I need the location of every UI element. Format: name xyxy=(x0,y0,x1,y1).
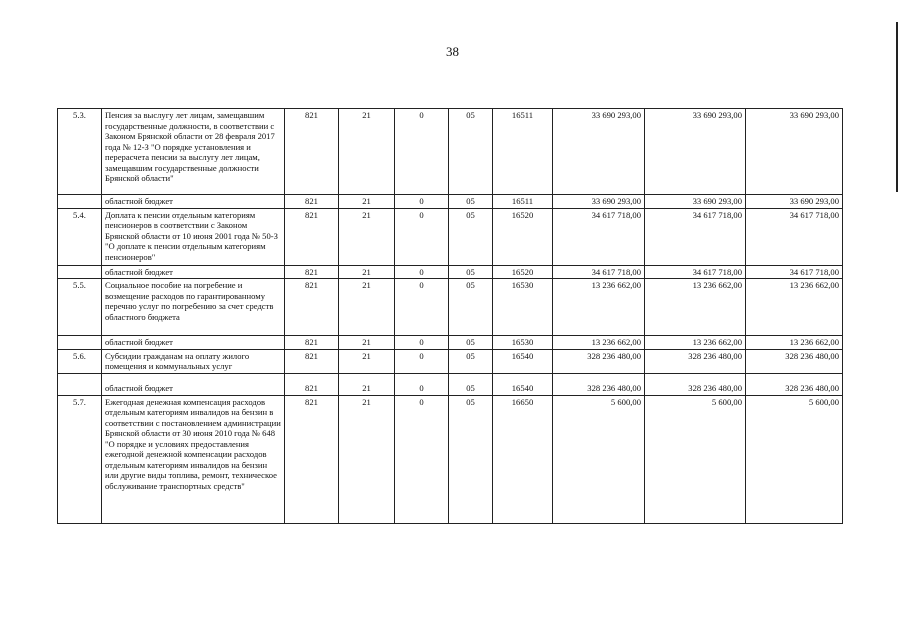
page-number: 38 xyxy=(446,44,459,59)
amount-cell: 33 690 293,00 xyxy=(553,195,645,209)
code-cell: 16511 xyxy=(493,195,553,209)
amount-cell: 33 690 293,00 xyxy=(746,195,843,209)
amount-cell: 33 690 293,00 xyxy=(553,109,645,195)
code-cell: 16530 xyxy=(493,336,553,350)
row-number xyxy=(58,336,102,350)
code-cell: 821 xyxy=(285,195,339,209)
amount-cell: 34 617 718,00 xyxy=(746,265,843,279)
code-cell: 821 xyxy=(285,208,339,265)
row-description: областной бюджет xyxy=(102,265,285,279)
amount-cell: 328 236 480,00 xyxy=(746,373,843,395)
table-row xyxy=(58,279,843,336)
code-cell: 21 xyxy=(339,208,395,265)
row-number xyxy=(58,195,102,209)
amount-cell: 33 690 293,00 xyxy=(746,109,843,195)
code-cell: 821 xyxy=(285,279,339,336)
code-cell: 16540 xyxy=(493,373,553,395)
table-subrow xyxy=(58,336,843,350)
code-cell: 16650 xyxy=(493,395,553,523)
code-cell: 21 xyxy=(339,279,395,336)
table-row xyxy=(58,208,843,265)
code-cell: 821 xyxy=(285,373,339,395)
code-cell: 05 xyxy=(449,279,493,336)
code-cell: 21 xyxy=(339,349,395,373)
amount-cell: 13 236 662,00 xyxy=(553,336,645,350)
amount-cell: 13 236 662,00 xyxy=(645,279,746,336)
page-edge-mark xyxy=(896,22,898,192)
code-cell: 21 xyxy=(339,336,395,350)
row-description: областной бюджет xyxy=(102,336,285,350)
table-subrow xyxy=(58,373,843,395)
row-description: Ежегодная денежная компенсация расходов отдельным категориям инвалидов на бензин в соответствии с постановлением администрации Брянской области от 30 июня 2010 года № 648 "О порядке и условиях предоставления ежегодной денежной компенсации расходов отдельным категориям инвалидов на бензин или другие виды топлива, ремонт, техническое обслуживание транспортных средств" xyxy=(102,395,285,523)
table-row xyxy=(58,349,843,373)
amount-cell: 34 617 718,00 xyxy=(746,208,843,265)
code-cell: 0 xyxy=(395,208,449,265)
amount-cell: 328 236 480,00 xyxy=(746,349,843,373)
code-cell: 821 xyxy=(285,265,339,279)
code-cell: 16530 xyxy=(493,279,553,336)
row-number xyxy=(58,265,102,279)
row-description: Субсидии гражданам на оплату жилого помещения и коммунальных услуг xyxy=(102,349,285,373)
code-cell: 21 xyxy=(339,373,395,395)
amount-cell: 34 617 718,00 xyxy=(645,265,746,279)
code-cell: 05 xyxy=(449,109,493,195)
code-cell: 16520 xyxy=(493,208,553,265)
row-number: 5.7. xyxy=(58,395,102,523)
row-number: 5.6. xyxy=(58,349,102,373)
code-cell: 16511 xyxy=(493,109,553,195)
code-cell: 05 xyxy=(449,373,493,395)
amount-cell: 5 600,00 xyxy=(553,395,645,523)
code-cell: 821 xyxy=(285,109,339,195)
amount-cell: 13 236 662,00 xyxy=(645,336,746,350)
row-number xyxy=(58,373,102,395)
code-cell: 0 xyxy=(395,195,449,209)
code-cell: 05 xyxy=(449,336,493,350)
code-cell: 05 xyxy=(449,349,493,373)
code-cell: 0 xyxy=(395,373,449,395)
amount-cell: 34 617 718,00 xyxy=(645,208,746,265)
row-description: Доплата к пенсии отдельным категориям пенсионеров в соответствии с Законом Брянской области от 10 июня 2001 года № 50-З "О доплате к пенсии отдельным категориям пенсионеров" xyxy=(102,208,285,265)
code-cell: 05 xyxy=(449,208,493,265)
amount-cell: 34 617 718,00 xyxy=(553,265,645,279)
table-subrow xyxy=(58,265,843,279)
code-cell: 0 xyxy=(395,279,449,336)
amount-cell: 328 236 480,00 xyxy=(645,349,746,373)
row-number: 5.5. xyxy=(58,279,102,336)
code-cell: 21 xyxy=(339,265,395,279)
amount-cell: 13 236 662,00 xyxy=(746,336,843,350)
amount-cell: 328 236 480,00 xyxy=(553,373,645,395)
code-cell: 21 xyxy=(339,109,395,195)
code-cell: 821 xyxy=(285,336,339,350)
row-description: областной бюджет xyxy=(102,373,285,395)
amount-cell: 34 617 718,00 xyxy=(553,208,645,265)
code-cell: 0 xyxy=(395,265,449,279)
code-cell: 05 xyxy=(449,265,493,279)
amount-cell: 328 236 480,00 xyxy=(645,373,746,395)
amount-cell: 13 236 662,00 xyxy=(746,279,843,336)
code-cell: 16520 xyxy=(493,265,553,279)
table-subrow xyxy=(58,195,843,209)
amount-cell: 328 236 480,00 xyxy=(553,349,645,373)
code-cell: 21 xyxy=(339,395,395,523)
row-description: Социальное пособие на погребение и возмещение расходов по гарантированному перечню услуг по погребению за счет средств областного бюджета xyxy=(102,279,285,336)
code-cell: 0 xyxy=(395,349,449,373)
code-cell: 0 xyxy=(395,336,449,350)
table-row xyxy=(58,395,843,523)
amount-cell: 5 600,00 xyxy=(645,395,746,523)
code-cell: 05 xyxy=(449,195,493,209)
code-cell: 821 xyxy=(285,349,339,373)
amount-cell: 33 690 293,00 xyxy=(645,195,746,209)
code-cell: 05 xyxy=(449,395,493,523)
code-cell: 16540 xyxy=(493,349,553,373)
budget-table xyxy=(57,108,843,524)
code-cell: 0 xyxy=(395,395,449,523)
code-cell: 821 xyxy=(285,395,339,523)
row-number: 5.4. xyxy=(58,208,102,265)
row-description: Пенсия за выслугу лет лицам, замещавшим государственные должности, в соответствии с Законом Брянской области от 28 февраля 2017 года № 12-З "О порядке установления и перерасчета пенсии за выслугу лет лицам, замещавшим государственные должности Брянской области" xyxy=(102,109,285,195)
code-cell: 0 xyxy=(395,109,449,195)
row-number: 5.3. xyxy=(58,109,102,195)
row-description: областной бюджет xyxy=(102,195,285,209)
amount-cell: 13 236 662,00 xyxy=(553,279,645,336)
amount-cell: 5 600,00 xyxy=(746,395,843,523)
code-cell: 21 xyxy=(339,195,395,209)
table-row xyxy=(58,109,843,195)
amount-cell: 33 690 293,00 xyxy=(645,109,746,195)
